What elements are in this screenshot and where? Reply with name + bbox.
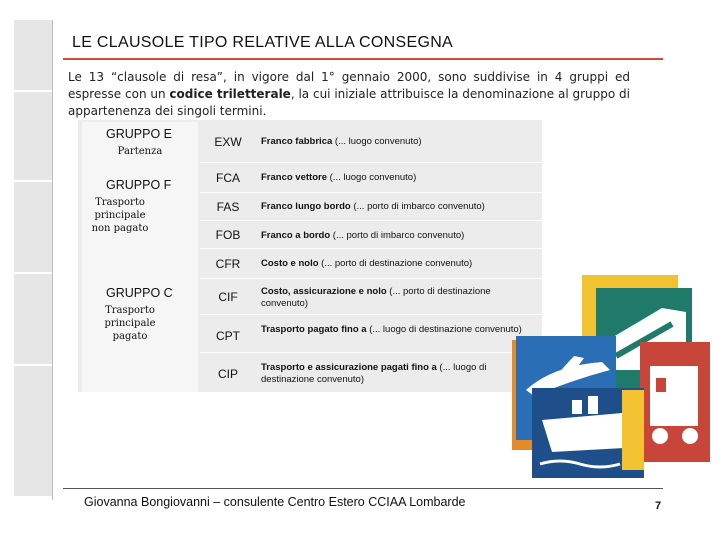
- row-separator: [200, 162, 542, 163]
- term-description: Costo, assicurazione e nolo (... porto di destinazione convenuto): [261, 286, 491, 309]
- transport-illustration: [512, 270, 712, 480]
- row-separator: [200, 278, 542, 279]
- footer-text: Giovanna Bongiovanni – consulente Centro Estero CCIAA Lombarde: [84, 495, 466, 509]
- side-tab-4: [14, 274, 52, 364]
- side-tab-1: [14, 20, 52, 90]
- row-separator: [200, 352, 542, 353]
- term-description: Costo e nolo (... porto di destinazione convenuto): [261, 258, 473, 269]
- term-code: CIP: [217, 367, 238, 381]
- page-vertical-rule: [52, 20, 53, 500]
- term-description: Trasporto e assicurazione pagati fino a (... luogo di destinazione convenuto): [261, 362, 487, 385]
- intro-text-1: Le 13 “clausole di resa”, in vigore dal 1° gennaio 2000, sono suddivise in 4 gruppi ed espresse con un: [68, 70, 630, 101]
- term-code: CFR: [215, 257, 241, 271]
- group-column: [82, 122, 198, 392]
- group-e-sub: Partenza: [117, 146, 163, 157]
- group-c-name: GRUPPO C: [106, 286, 173, 300]
- group-f-name: GRUPPO F: [106, 178, 172, 192]
- group-c-sub: Trasporto principale pagato: [104, 305, 156, 342]
- term-description: Franco fabbrica (... luogo convenuto): [261, 136, 422, 147]
- side-tab-2: [14, 92, 52, 180]
- term-code: CPT: [216, 329, 240, 343]
- side-tab-3: [14, 182, 52, 272]
- term-description: Trasporto pagato fino a (... luogo di destinazione convenuto): [261, 324, 522, 335]
- side-tab-5: [14, 366, 52, 496]
- group-f-sub: Trasporto principale non pagato: [91, 197, 149, 234]
- page-title: LE CLAUSOLE TIPO RELATIVE ALLA CONSEGNA: [72, 34, 454, 51]
- intro-text-2: , la cui iniziale attribuisce la denominazione al gruppo di appartenenza dei singoli termini.: [68, 87, 631, 118]
- term-code: FOB: [215, 228, 241, 242]
- intro-emphasis: codice triletterale: [169, 87, 291, 101]
- row-separator: [200, 314, 542, 315]
- row-separator: [200, 220, 542, 221]
- term-code: CIF: [218, 290, 238, 304]
- term-code: FAS: [216, 200, 240, 214]
- term-code: FCA: [216, 171, 240, 185]
- term-code: EXW: [214, 135, 242, 149]
- page-number: 7: [655, 500, 662, 512]
- term-description: Franco a bordo (... porto di imbarco convenuto): [261, 230, 465, 241]
- intro-paragraph: [68, 69, 630, 120]
- term-description: Franco vettore (... luogo convenuto): [261, 172, 417, 183]
- row-separator: [200, 192, 542, 193]
- group-e-name: GRUPPO E: [106, 127, 172, 141]
- title-underline: [63, 58, 663, 60]
- term-description: Franco lungo bordo (... porto di imbarco convenuto): [261, 201, 485, 212]
- row-separator: [200, 248, 542, 249]
- footer-rule: [63, 488, 663, 489]
